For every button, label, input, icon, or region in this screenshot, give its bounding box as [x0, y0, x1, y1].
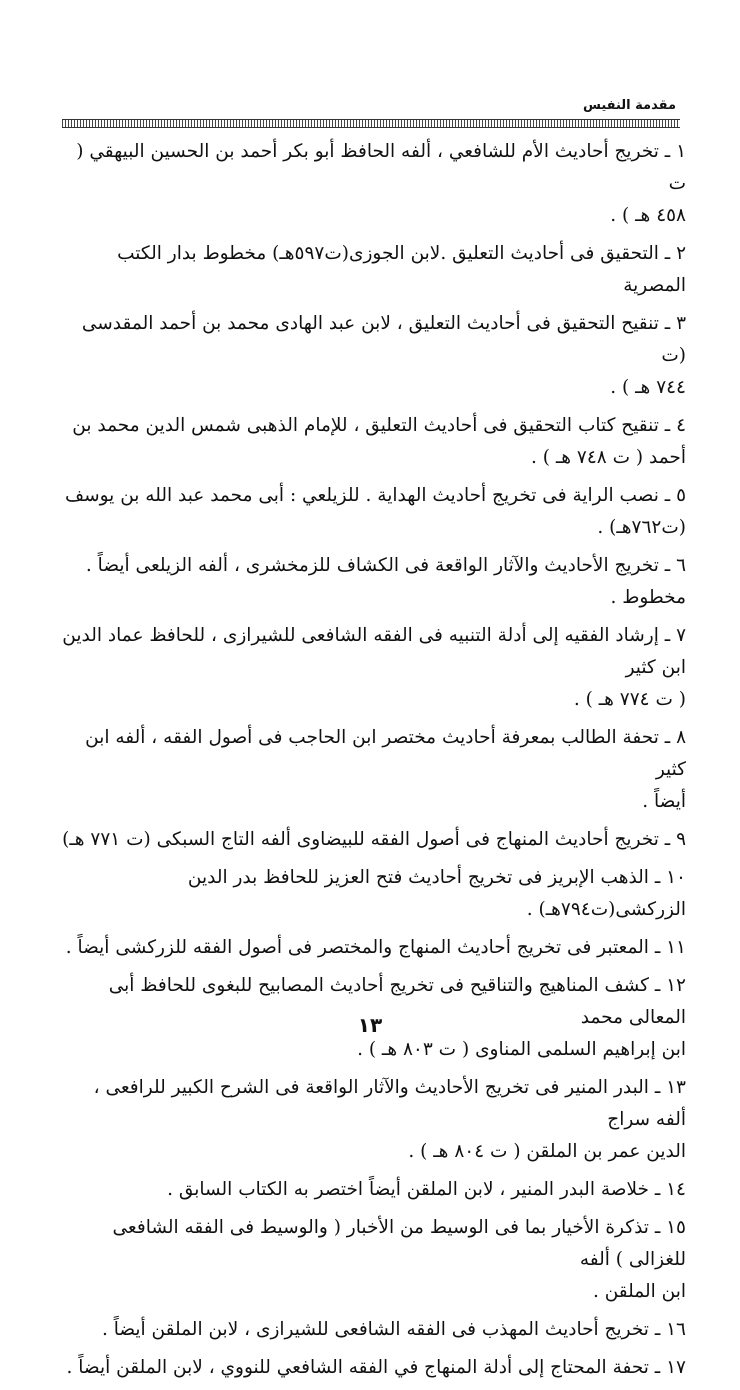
entry-line: ١٠ ـ الذهب الإبريز فى تخريج أحاديث فتح العزيز للحافظ بدر الدين الزركشى(ت٧٩٤هـ) .: [187, 867, 686, 920]
entry-line: ١١ ـ المعتبر فى تخريج أحاديث المنهاج والمختصر فى أصول الفقه للزركشى أيضاً .: [65, 937, 686, 958]
entry-line: أيضاً .: [642, 791, 686, 812]
entry-line: ابن الملقن .: [592, 1281, 686, 1302]
list-item: [62, 1174, 686, 1206]
page-number: ١٣: [357, 1013, 383, 1037]
entry-line: ١٤ ـ خلاصة البدر المنير ، لابن الملقن أيضاً اختصر به الكتاب السابق .: [167, 1179, 686, 1200]
list-item: [62, 824, 686, 856]
list-item: [62, 550, 686, 614]
entry-line: ٢ ـ التحقيق فى أحاديث التعليق .لابن الجوزى(ت٥٩٧هـ) مخطوط بدار الكتب المصرية: [117, 243, 686, 296]
entry-line: ١٧ ـ تحفة المحتاج إلى أدلة المنهاج في الفقه الشافعي للنووي ، لابن الملقن أيضاً .: [66, 1357, 686, 1378]
running-header-title: مقدمة النفيس: [582, 98, 676, 113]
list-item: [62, 932, 686, 964]
entry-line: ( ت ٧٧٤ هـ ) .: [573, 689, 686, 710]
entry-line: ٧ ـ إرشاد الفقيه إلى أدلة التنبيه فى الفقه الشافعى للشيرازى ، للحافظ عماد الدين ابن كثير: [62, 625, 686, 678]
list-item: [62, 1072, 686, 1168]
entry-line: ١٢ ـ كشف المناهيج والتناقيح فى تخريج أحاديث المصابيح للبغوى للحافظ أبى المعالى محمد: [108, 975, 686, 1028]
entry-line: ٨ ـ تحفة الطالب بمعرفة أحاديث مختصر ابن الحاجب فى أصول الفقه ، ألفه ابن كثير: [85, 727, 686, 780]
list-item: [62, 620, 686, 716]
header-rule: [62, 119, 680, 128]
entry-line: ٤ ـ تنقيح كتاب التحقيق فى أحاديث التعليق ، للإمام الذهبى شمس الدين محمد بن: [72, 415, 686, 436]
list-item: [62, 1314, 686, 1346]
list-item: [62, 136, 686, 232]
entry-line: أحمد ( ت ٧٤٨ هـ ) .: [531, 447, 686, 468]
list-item: [62, 722, 686, 818]
entry-line: ١٥ ـ تذكرة الأخيار بما فى الوسيط من الأخبار ( والوسيط فى الفقه الشافعى للغزالى ) ألفه: [112, 1217, 686, 1270]
list-item: [62, 238, 686, 302]
entry-line: ١٣ ـ البدر المنير فى تخريج الأحاديث والآثار الواقعة فى الشرح الكبير للرافعى ، ألفه سراج: [93, 1077, 686, 1130]
entry-line: ٥ ـ نصب الراية فى تخريج أحاديث الهداية . للزيلعي : أبى محمد عبد الله بن يوسف: [64, 485, 686, 506]
list-item: [62, 480, 686, 544]
list-item: [62, 862, 686, 926]
list-item: [62, 1212, 686, 1308]
bibliography-list: [62, 136, 686, 1390]
entry-line: ١ ـ تخريج أحاديث الأم للشافعي ، ألفه الحافظ أبو بكر أحمد بن الحسين البيهقي ( ت: [76, 141, 686, 194]
list-item: [62, 410, 686, 474]
entry-line: (ت٧٦٢هـ) .: [597, 517, 686, 538]
entry-line: ٣ ـ تنقيح التحقيق فى أحاديث التعليق ، لابن عبد الهادى محمد بن أحمد المقدسى (ت: [81, 313, 686, 366]
entry-line: ٧٤٤ هـ ) .: [610, 377, 686, 398]
entry-line: ٤٥٨ هـ ) .: [610, 205, 686, 226]
list-item: [62, 308, 686, 404]
list-item: [62, 1352, 686, 1384]
entry-line: الدين عمر بن الملقن ( ت ٨٠٤ هـ ) .: [408, 1141, 686, 1162]
entry-line: ابن إبراهيم السلمى المناوى ( ت ٨٠٣ هـ ) .: [357, 1039, 686, 1060]
entry-line: ٦ ـ تخريج الأحاديث والآثار الواقعة فى الكشاف للزمخشرى ، ألفه الزيلعى أيضاً . مخطوط .: [85, 555, 686, 608]
entry-line: ١٦ ـ تخريج أحاديث المهذب فى الفقه الشافعى للشيرازى ، لابن الملقن أيضاً .: [101, 1319, 686, 1340]
entry-line: ٩ ـ تخريج أحاديث المنهاج فى أصول الفقه للبيضاوى ألفه التاج السبكى (ت ٧٧١ هـ): [62, 829, 686, 850]
